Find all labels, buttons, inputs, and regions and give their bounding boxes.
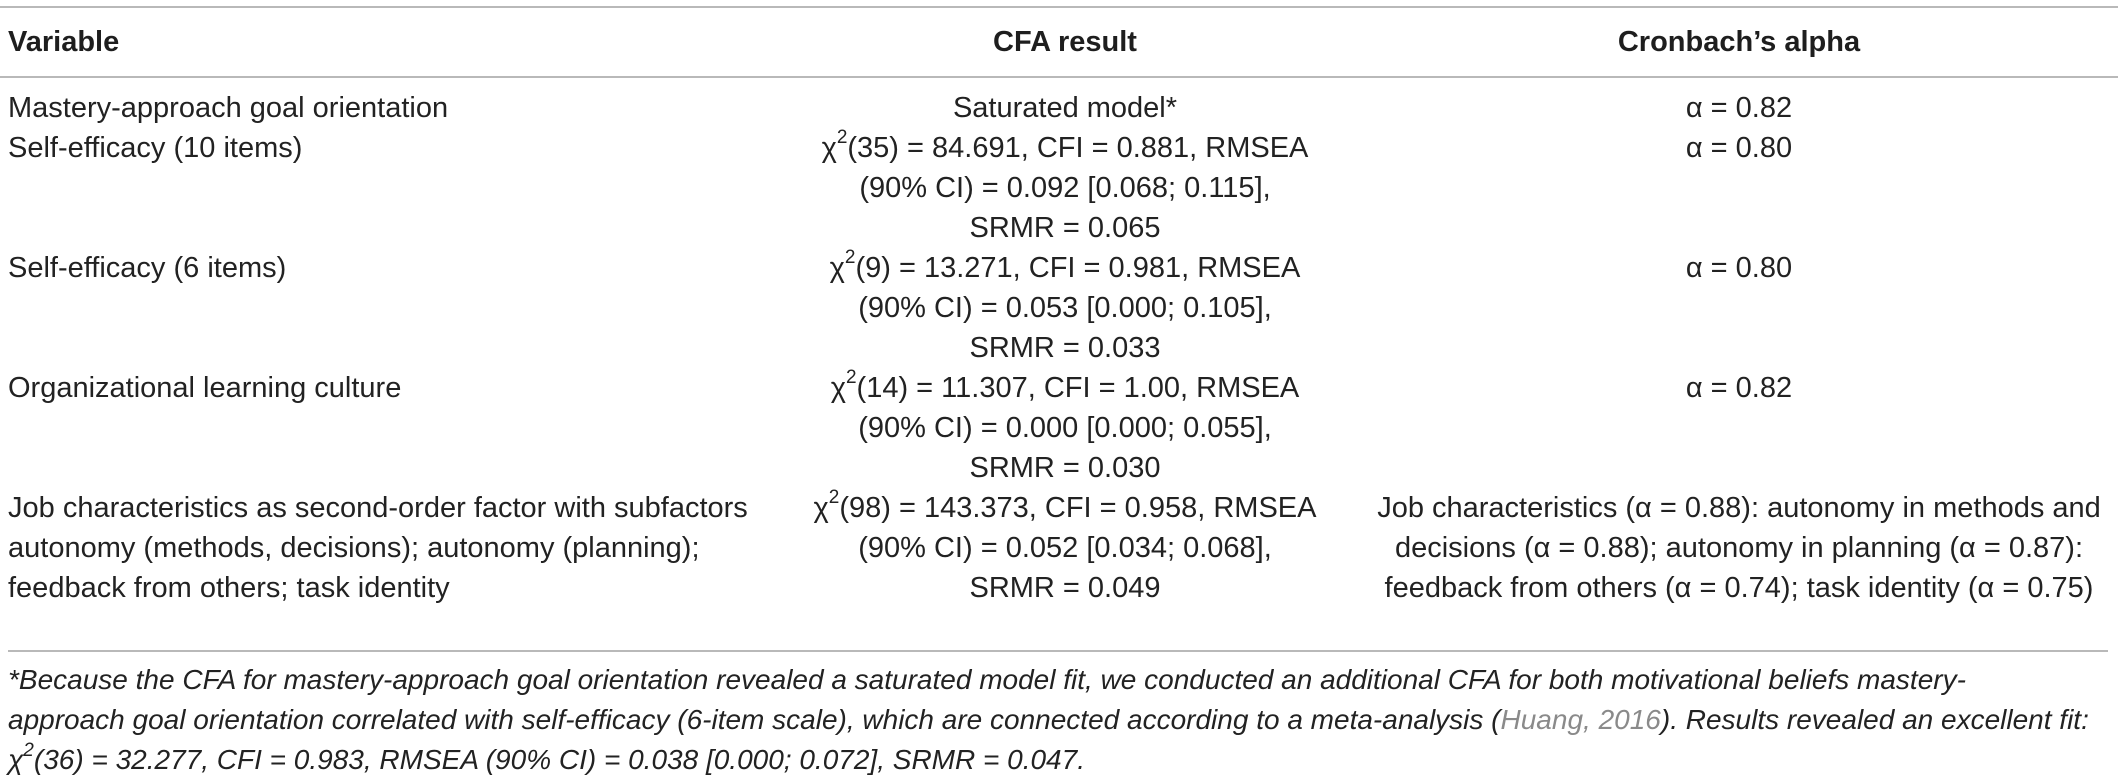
cell-variable bbox=[0, 368, 770, 488]
cfa-line-3: SRMR = 0.049 bbox=[969, 572, 1161, 604]
alpha-text: α = 0.82 bbox=[1685, 372, 1793, 404]
alpha-text: α = 0.80 bbox=[1685, 132, 1793, 164]
table-header-row bbox=[0, 7, 2118, 77]
cell-alpha bbox=[1360, 77, 2118, 128]
chi-superscript: 2 bbox=[836, 127, 848, 149]
cfa-line-1-rest: (9) = 13.271, CFI = 0.981, RMSEA bbox=[855, 252, 1301, 284]
table-footnote bbox=[8, 650, 2108, 780]
header-cronbachs-alpha: Cronbach’s alpha bbox=[1360, 7, 2118, 77]
variable-text: Self-efficacy (10 items) bbox=[8, 132, 303, 164]
cfa-text: Saturated model* bbox=[952, 92, 1178, 124]
cfa-line-1 bbox=[778, 368, 1352, 408]
cfa-line-2: (90% CI) = 0.000 [0.000; 0.055], bbox=[858, 412, 1272, 444]
citation-link-huang-2016[interactable]: Huang, 2016 bbox=[1500, 704, 1661, 735]
chi-symbol: χ bbox=[8, 744, 24, 775]
cell-variable bbox=[0, 128, 770, 248]
cell-variable bbox=[0, 77, 770, 128]
chi-superscript: 2 bbox=[844, 247, 856, 269]
chi-symbol: χ bbox=[821, 132, 837, 164]
cfa-line-1-rest: (35) = 84.691, CFI = 0.881, RMSEA bbox=[847, 132, 1309, 164]
chi-superscript: 2 bbox=[845, 367, 857, 389]
table-row bbox=[0, 488, 2118, 616]
cell-cfa bbox=[770, 128, 1360, 248]
cfa-line-3: SRMR = 0.033 bbox=[969, 332, 1161, 364]
cfa-line-3: SRMR = 0.065 bbox=[969, 212, 1161, 244]
results-table bbox=[0, 6, 2118, 616]
variable-line-1: Job characteristics as second-order factor with subfactors bbox=[8, 492, 748, 524]
cfa-line-2: (90% CI) = 0.053 [0.000; 0.105], bbox=[858, 292, 1272, 324]
cell-variable bbox=[0, 488, 770, 616]
variable-text: Self-efficacy (6 items) bbox=[8, 252, 287, 284]
footnote-line-3 bbox=[8, 740, 2108, 780]
cfa-line-1 bbox=[778, 248, 1352, 288]
alpha-line-3: feedback from others (α = 0.74); task identity (α = 0.75) bbox=[1384, 572, 2094, 604]
footnote-line-2-end: ). Results revealed an excellent fit: bbox=[1660, 704, 2089, 735]
cell-alpha bbox=[1360, 368, 2118, 488]
alpha-line-2: decisions (α = 0.88); autonomy in planning (α = 0.87): bbox=[1394, 532, 2084, 564]
cfa-line-2: (90% CI) = 0.052 [0.034; 0.068], bbox=[858, 532, 1272, 564]
cfa-line-1-rest: (98) = 143.373, CFI = 0.958, RMSEA bbox=[839, 492, 1317, 524]
cell-cfa bbox=[770, 368, 1360, 488]
footnote-line-1: *Because the CFA for mastery-approach goal orientation revealed a saturated model fit, we conducted an additional CFA for both motivational beliefs mastery- bbox=[8, 664, 1966, 695]
table-row bbox=[0, 128, 2118, 248]
chi-symbol: χ bbox=[829, 252, 845, 284]
cell-variable bbox=[0, 248, 770, 368]
chi-superscript: 2 bbox=[23, 739, 34, 761]
alpha-line-1: Job characteristics (α = 0.88): autonomy in methods and bbox=[1377, 492, 2101, 524]
cfa-line-1 bbox=[778, 128, 1352, 168]
variable-line-2: autonomy (methods, decisions); autonomy (planning); bbox=[8, 532, 700, 564]
table-row bbox=[0, 248, 2118, 368]
table-row bbox=[0, 77, 2118, 128]
cfa-line-2: (90% CI) = 0.092 [0.068; 0.115], bbox=[859, 172, 1271, 204]
chi-symbol: χ bbox=[813, 492, 829, 524]
variable-text: Mastery-approach goal orientation bbox=[8, 92, 449, 124]
cell-alpha bbox=[1360, 248, 2118, 368]
alpha-text: α = 0.82 bbox=[1685, 92, 1793, 124]
cell-cfa bbox=[770, 488, 1360, 616]
cell-alpha bbox=[1360, 128, 2118, 248]
cell-alpha bbox=[1360, 488, 2118, 616]
cell-cfa bbox=[770, 248, 1360, 368]
alpha-text: α = 0.80 bbox=[1685, 252, 1793, 284]
footnote-line-2-start: approach goal orientation correlated with self-efficacy (6-item scale), which are connected according to a meta-analysis ( bbox=[8, 704, 1501, 735]
cell-cfa bbox=[770, 77, 1360, 128]
chi-symbol: χ bbox=[830, 372, 846, 404]
footnote-line-3-rest: (36) = 32.277, CFI = 0.983, RMSEA (90% CI) = 0.038 [0.000; 0.072], SRMR = 0.047. bbox=[33, 744, 1085, 775]
table-row bbox=[0, 368, 2118, 488]
cfa-line-3: SRMR = 0.030 bbox=[969, 452, 1161, 484]
cfa-line-1-rest: (14) = 11.307, CFI = 1.00, RMSEA bbox=[856, 372, 1300, 404]
variable-text: Organizational learning culture bbox=[8, 372, 402, 404]
cfa-line-1 bbox=[778, 488, 1352, 528]
header-cfa-result: CFA result bbox=[770, 7, 1360, 77]
variable-line-3: feedback from others; task identity bbox=[8, 572, 450, 604]
header-variable: Variable bbox=[0, 7, 770, 77]
footnote-line-2 bbox=[8, 700, 2108, 740]
chi-superscript: 2 bbox=[828, 487, 840, 509]
